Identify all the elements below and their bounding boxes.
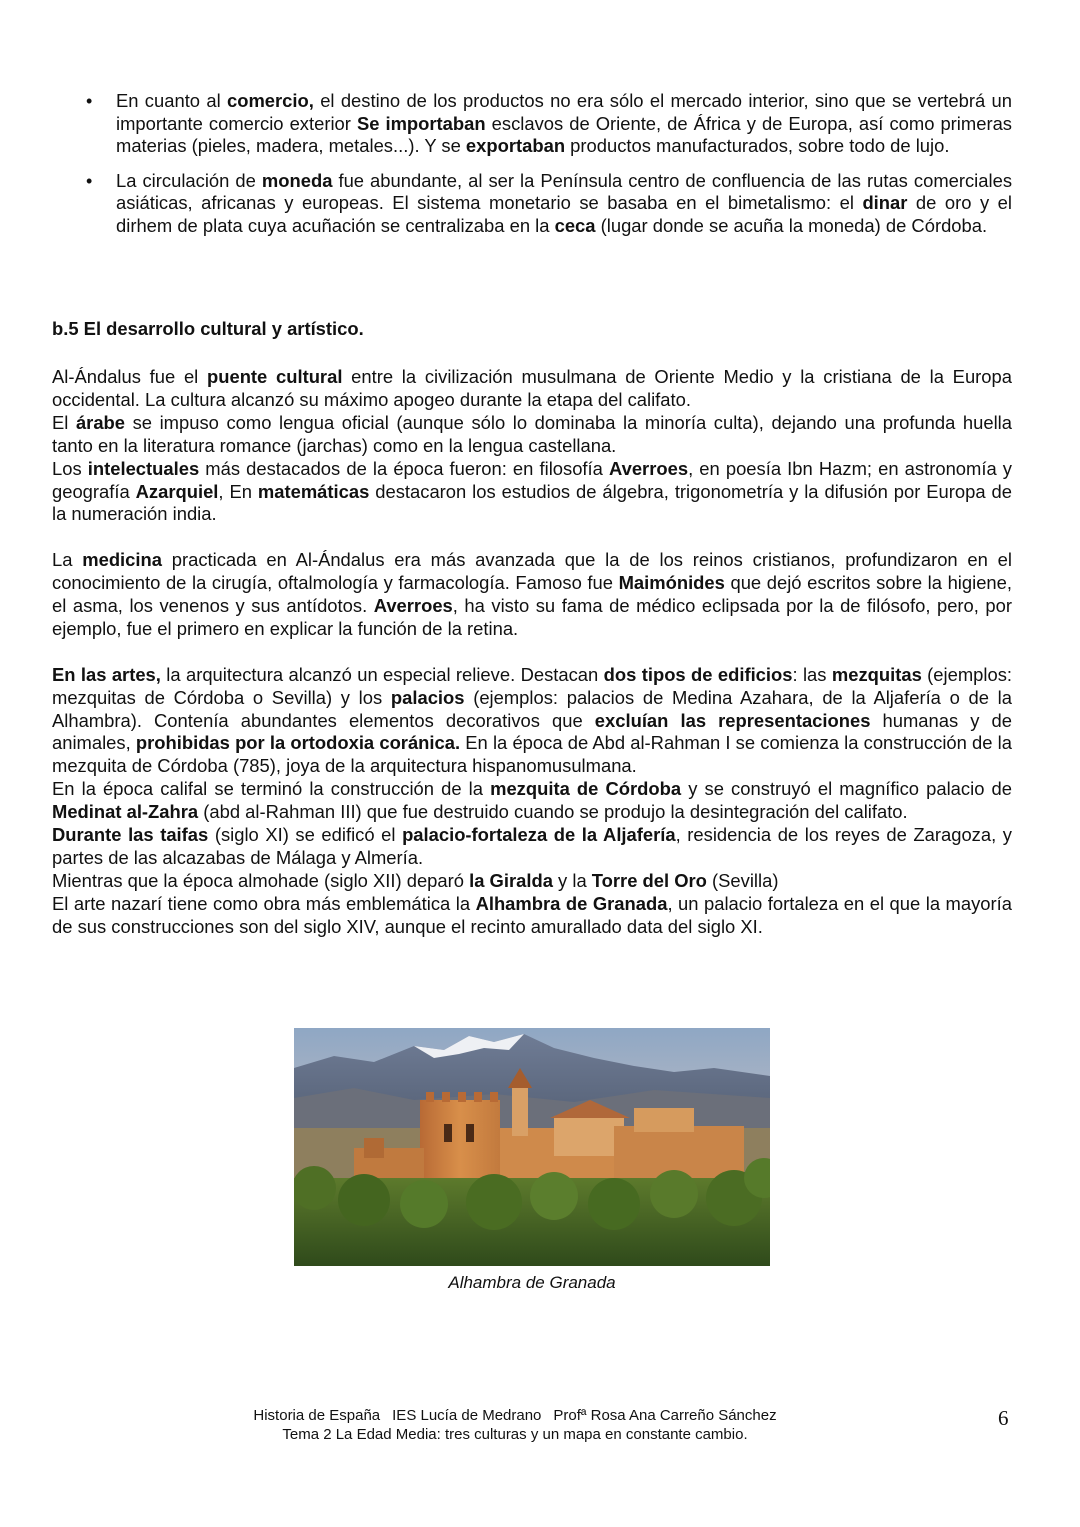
text-run: , ha visto su fama de médico eclipsada por la de filósofo, pero, por ejemplo, fue el primero en explicar la función de la retina. [52, 595, 1012, 639]
paragraph [52, 412, 1012, 458]
bold-text: la Giralda [469, 869, 553, 891]
text-run: que dejó escritos sobre la higiene, el asma, los venenos y sus antídotos. [52, 572, 1012, 617]
bold-text: Torre del Oro [591, 869, 707, 891]
text-run: practicada en Al-Ándalus era más avanzada que la de los reinos cristianos, profundizaron en el conocimiento de la cirugía, oftalmología y farmacología. Famoso fue [52, 549, 1012, 594]
text-run: destacaron los estudios de álgebra, trigonometría y la difusión por Europa de la numeración india. [52, 480, 1012, 525]
bold-text: mezquita de Córdoba [490, 778, 682, 800]
bullet-list [82, 90, 1012, 250]
bold-text: medicina [82, 549, 162, 571]
bold-text: excluían las representaciones [594, 709, 871, 731]
text-run: , un palacio fortaleza en el que la mayoría de sus construcciones son del siglo XIV, aunque el recinto amurallado data del siglo XI. [52, 892, 1012, 937]
text-run: el destino de los productos no era sólo el mercado interior, sino que se vertebrá un importante comercio exterior [116, 90, 1013, 134]
text-run: productos manufacturados, sobre todo de lujo. [565, 135, 950, 157]
paragraph [52, 870, 1012, 893]
bullet-dot-icon: • [86, 170, 93, 191]
bold-text: ceca [554, 214, 596, 236]
page-number: 6 [998, 1406, 1009, 1430]
text-run: humanas y de animales, [52, 709, 1012, 754]
text-run: (abd al-Rahman III) que fue destruido cuando se produjo la desintegración del califato. [198, 801, 908, 823]
text-run: (Sevilla) [706, 869, 779, 891]
bold-text: palacio-fortaleza de la Aljafería [402, 824, 676, 846]
paragraph [52, 366, 1012, 412]
bullet-item [82, 170, 1012, 238]
footer-line-1 [200, 1406, 830, 1425]
alhambra-photo [294, 1028, 770, 1266]
text-run: La circulación de [116, 169, 262, 191]
bold-text: moneda [261, 169, 333, 191]
text-run: Mientras que la época almohade (siglo XII) deparó [52, 869, 470, 891]
bold-text: Averroes [373, 595, 453, 617]
footer-school: IES Lucía de Medrano [392, 1407, 542, 1424]
text-run: (lugar donde se acuña la moneda) de Córdoba. [595, 214, 988, 236]
text-run: fue abundante, al ser la Península centro de confluencia de las rutas comerciales asiáticas, africanas y europeas. El sistema monetario se basaba en el bimetalismo: el [116, 169, 1013, 214]
bold-text: intelectuales [87, 457, 200, 479]
text-run: En la época califal se terminó la construcción de la [52, 778, 491, 800]
text-run: El [52, 411, 76, 433]
bold-text: Medinat al-Zahra [52, 801, 199, 823]
text-run: se impuso como lengua oficial (aunque sólo lo dominaba la minoría culta), dejando una profunda huella tanto en la literatura romance (jarchas) como en la lengua castellana. [52, 411, 1012, 456]
bold-text: Durante las taifas [52, 824, 209, 846]
paragraph [52, 778, 1012, 824]
bold-text: dos tipos de edificios [603, 663, 793, 685]
bold-text: En las artes, [52, 663, 161, 685]
text-run: (ejemplos: palacios de Medina Azahara, de la Aljafería o de la Alhambra). Contenía abundantes elementos decorativos que [52, 686, 1012, 731]
bullet-item [82, 90, 1012, 158]
bold-text: Se importaban [356, 112, 486, 134]
page-footer [200, 1406, 830, 1444]
section-title: b.5 El desarrollo cultural y artístico. [52, 318, 364, 339]
footer-subject: Historia de España [253, 1407, 381, 1424]
text-run: y se construyó el magnífico palacio de [681, 778, 1012, 800]
text-run: (ejemplos: mezquitas de Córdoba o Sevilla) y los [52, 663, 1013, 708]
text-run: , residencia de los reyes de Zaragoza, y partes de las alcazabas de Málaga y Almería. [52, 824, 1012, 868]
text-run: El arte nazarí tiene como obra más emblemática la [52, 892, 476, 914]
text-run: En cuanto al [116, 90, 227, 111]
figure-caption: Alhambra de Granada [448, 1273, 616, 1292]
text-run: de oro y el dirhem de plata cuya acuñación se centralizaba en la [116, 192, 1013, 236]
bold-text: exportaban [465, 135, 566, 157]
text-run: La [52, 549, 83, 571]
text-run: y la [552, 869, 592, 891]
text-run: , en poesía Ibn Hazm; en astronomía y geografía [52, 457, 1012, 502]
bold-text: Maimónides [618, 572, 725, 594]
bold-text: mezquitas [831, 663, 922, 685]
text-run: Al-Ándalus fue el [52, 366, 207, 387]
bold-text: dinar [862, 192, 908, 214]
bold-text: árabe [75, 411, 126, 433]
bold-text: Azarquiel [135, 480, 219, 502]
paragraph [52, 824, 1012, 870]
bold-text: prohibidas por la ortodoxia coránica. [135, 732, 461, 754]
bold-text: comercio, [226, 90, 314, 111]
paragraph [52, 458, 1012, 527]
bold-text: puente cultural [207, 366, 343, 387]
bold-text: palacios [390, 686, 465, 708]
text-run: la arquitectura alcanzó un especial relieve. Destacan [160, 663, 604, 685]
paragraph [52, 549, 1012, 641]
paragraph [52, 893, 1012, 939]
text-run: Los [52, 457, 88, 479]
text-run: entre la civilización musulmana de Oriente Medio y la cristiana de la Europa occidental. La cultura alcanzó su máximo apogeo durante la etapa del califato. [52, 366, 1012, 410]
body-text [52, 366, 1012, 939]
bullet-dot-icon: • [86, 91, 93, 111]
text-run: En la época de Abd al-Rahman I se comienza la construcción de la mezquita de Córdoba (785), joya de la arquitectura hispanomusulmana. [52, 732, 1012, 777]
text-run: esclavos de Oriente, de África y de Europa, así como primeras materias (pieles, madera, metales...). Y se [116, 112, 1012, 157]
text-run: , En [218, 480, 258, 502]
bold-text: Alhambra de Granada [475, 892, 668, 914]
text-run: (siglo XI) se edificó el [208, 824, 403, 846]
footer-teacher: Profª Rosa Ana Carreño Sánchez [553, 1407, 777, 1424]
footer-topic: Tema 2 La Edad Media: tres culturas y un mapa en constante cambio. [282, 1426, 748, 1443]
text-run: más destacados de la época fueron: en filosofía [199, 457, 609, 479]
paragraph [52, 664, 1012, 779]
bold-text: Averroes [609, 457, 689, 479]
text-run: : las [792, 663, 832, 685]
bold-text: matemáticas [257, 480, 370, 502]
